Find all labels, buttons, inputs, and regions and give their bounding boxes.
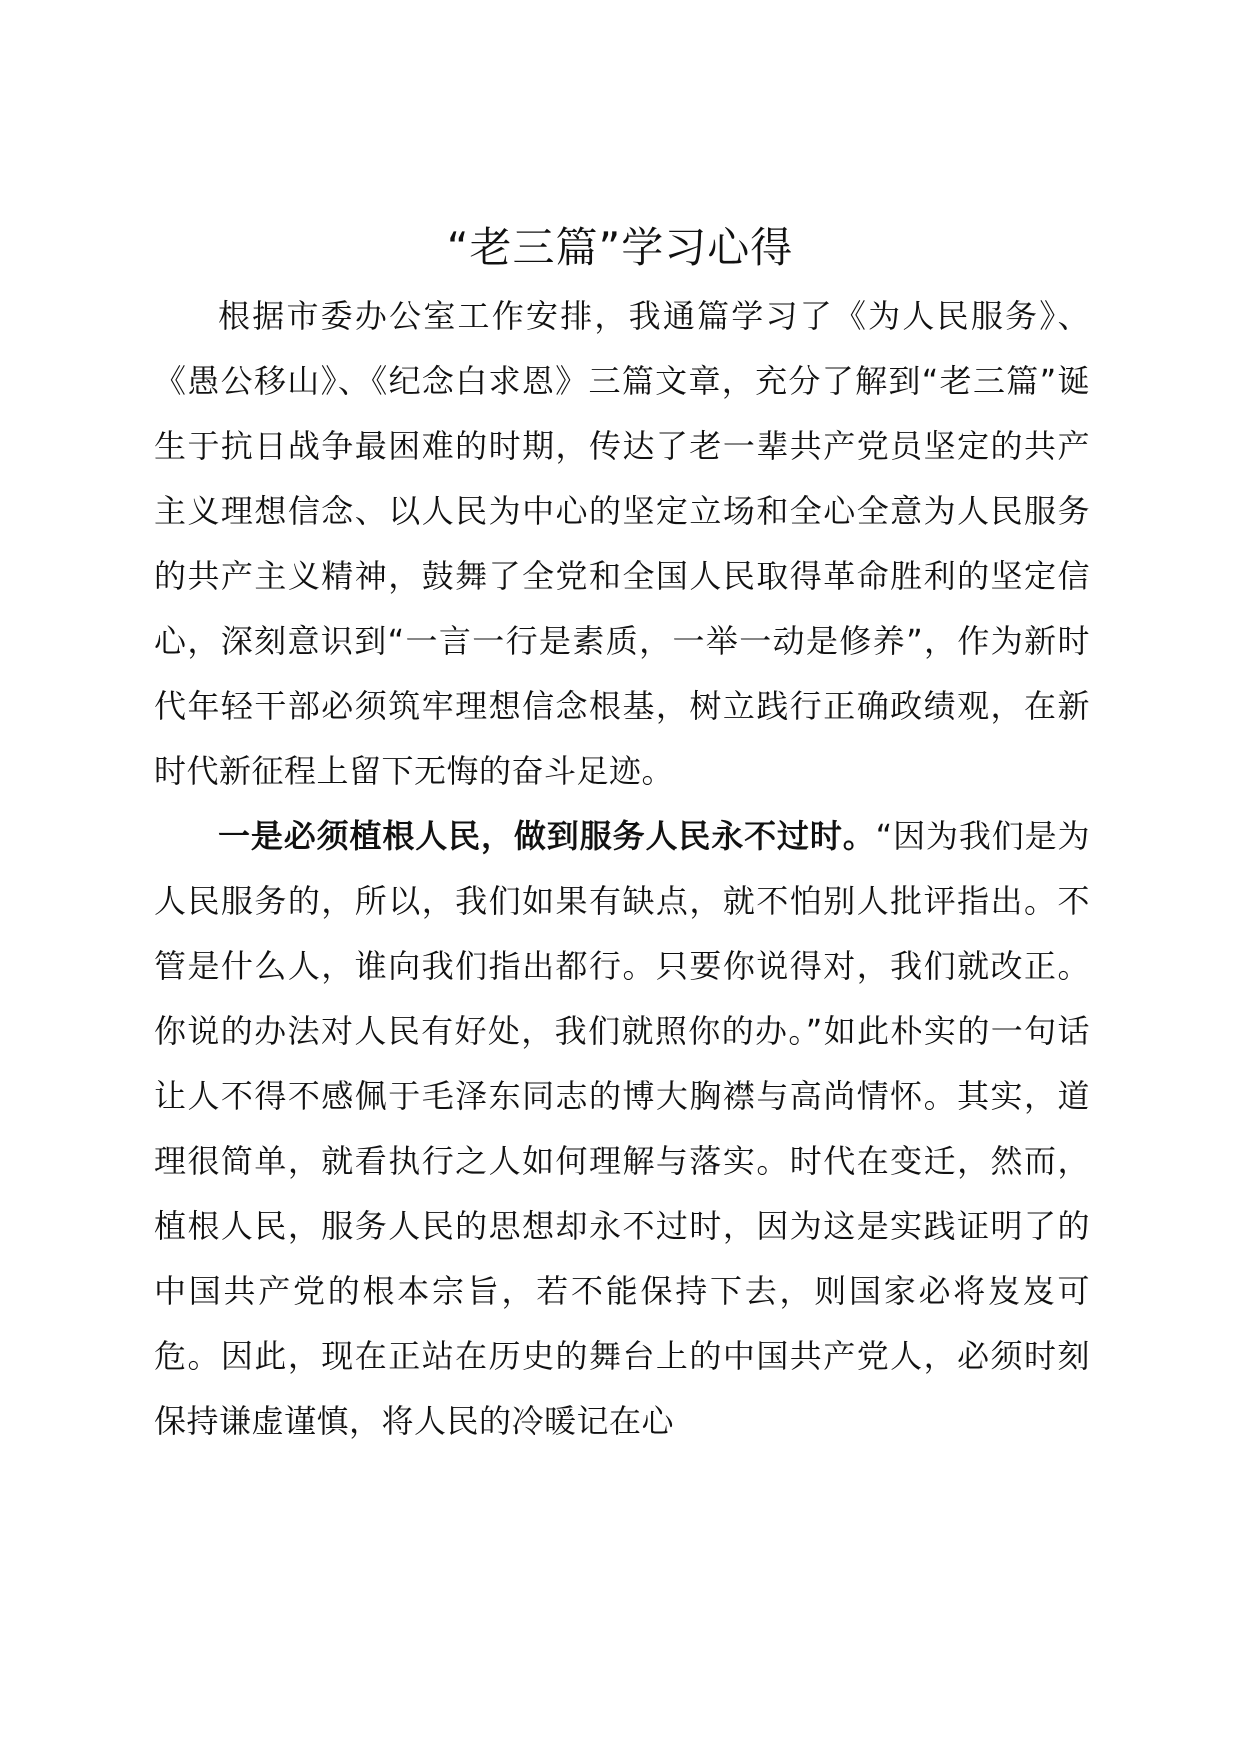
paragraph-intro <box>154 284 1090 804</box>
paragraph-point-one-text: “因为我们是为人民服务的，所以，我们如果有缺点，就不怕别人批评指出。不管是什么人，谁向我们指出都行。只要你说得对，我们就改正。你说的办法对人民有好处，我们就照你的办。”如此朴实的一句话让人不得不感佩于毛泽东同志的博大胸襟与高尚情怀。其实，道理很简单，就看执行之人如何理解与落实。时代在变迁，然而，植根人民，服务人民的思想却永不过时，因为这是实践证明了的中国共产党的根本宗旨，若不能保持下去，则国家必将岌岌可危。因此，现在正站在历史的舞台上的中国共产党人，必须时刻保持谦虚谨慎，将人民的冷暖记在心 <box>154 817 1090 1440</box>
document-title: “老三篇”学习心得 <box>446 223 794 272</box>
paragraph-point-one <box>154 804 1090 1454</box>
document-body <box>154 284 1090 1454</box>
paragraph-point-one-heading: 一是必须植根人民，做到服务人民永不过时。 <box>218 817 876 855</box>
paragraph-intro-text: 根据市委办公室工作安排，我通篇学习了《为人民服务》、《愚公移山》、《纪念白求恩》三篇文章，充分了解到“老三篇”诞生于抗日战争最困难的时期，传达了老一辈共产党员坚定的共产主义理想信念、以人民为中心的坚定立场和全心全意为人民服务的共产主义精神，鼓舞了全党和全国人民取得革命胜利的坚定信心，深刻意识到“一言一行是素质，一举一动是修养”，作为新时代年轻干部必须筑牢理想信念根基，树立践行正确政绩观，在新时代新征程上留下无悔的奋斗足迹。 <box>154 297 1090 790</box>
